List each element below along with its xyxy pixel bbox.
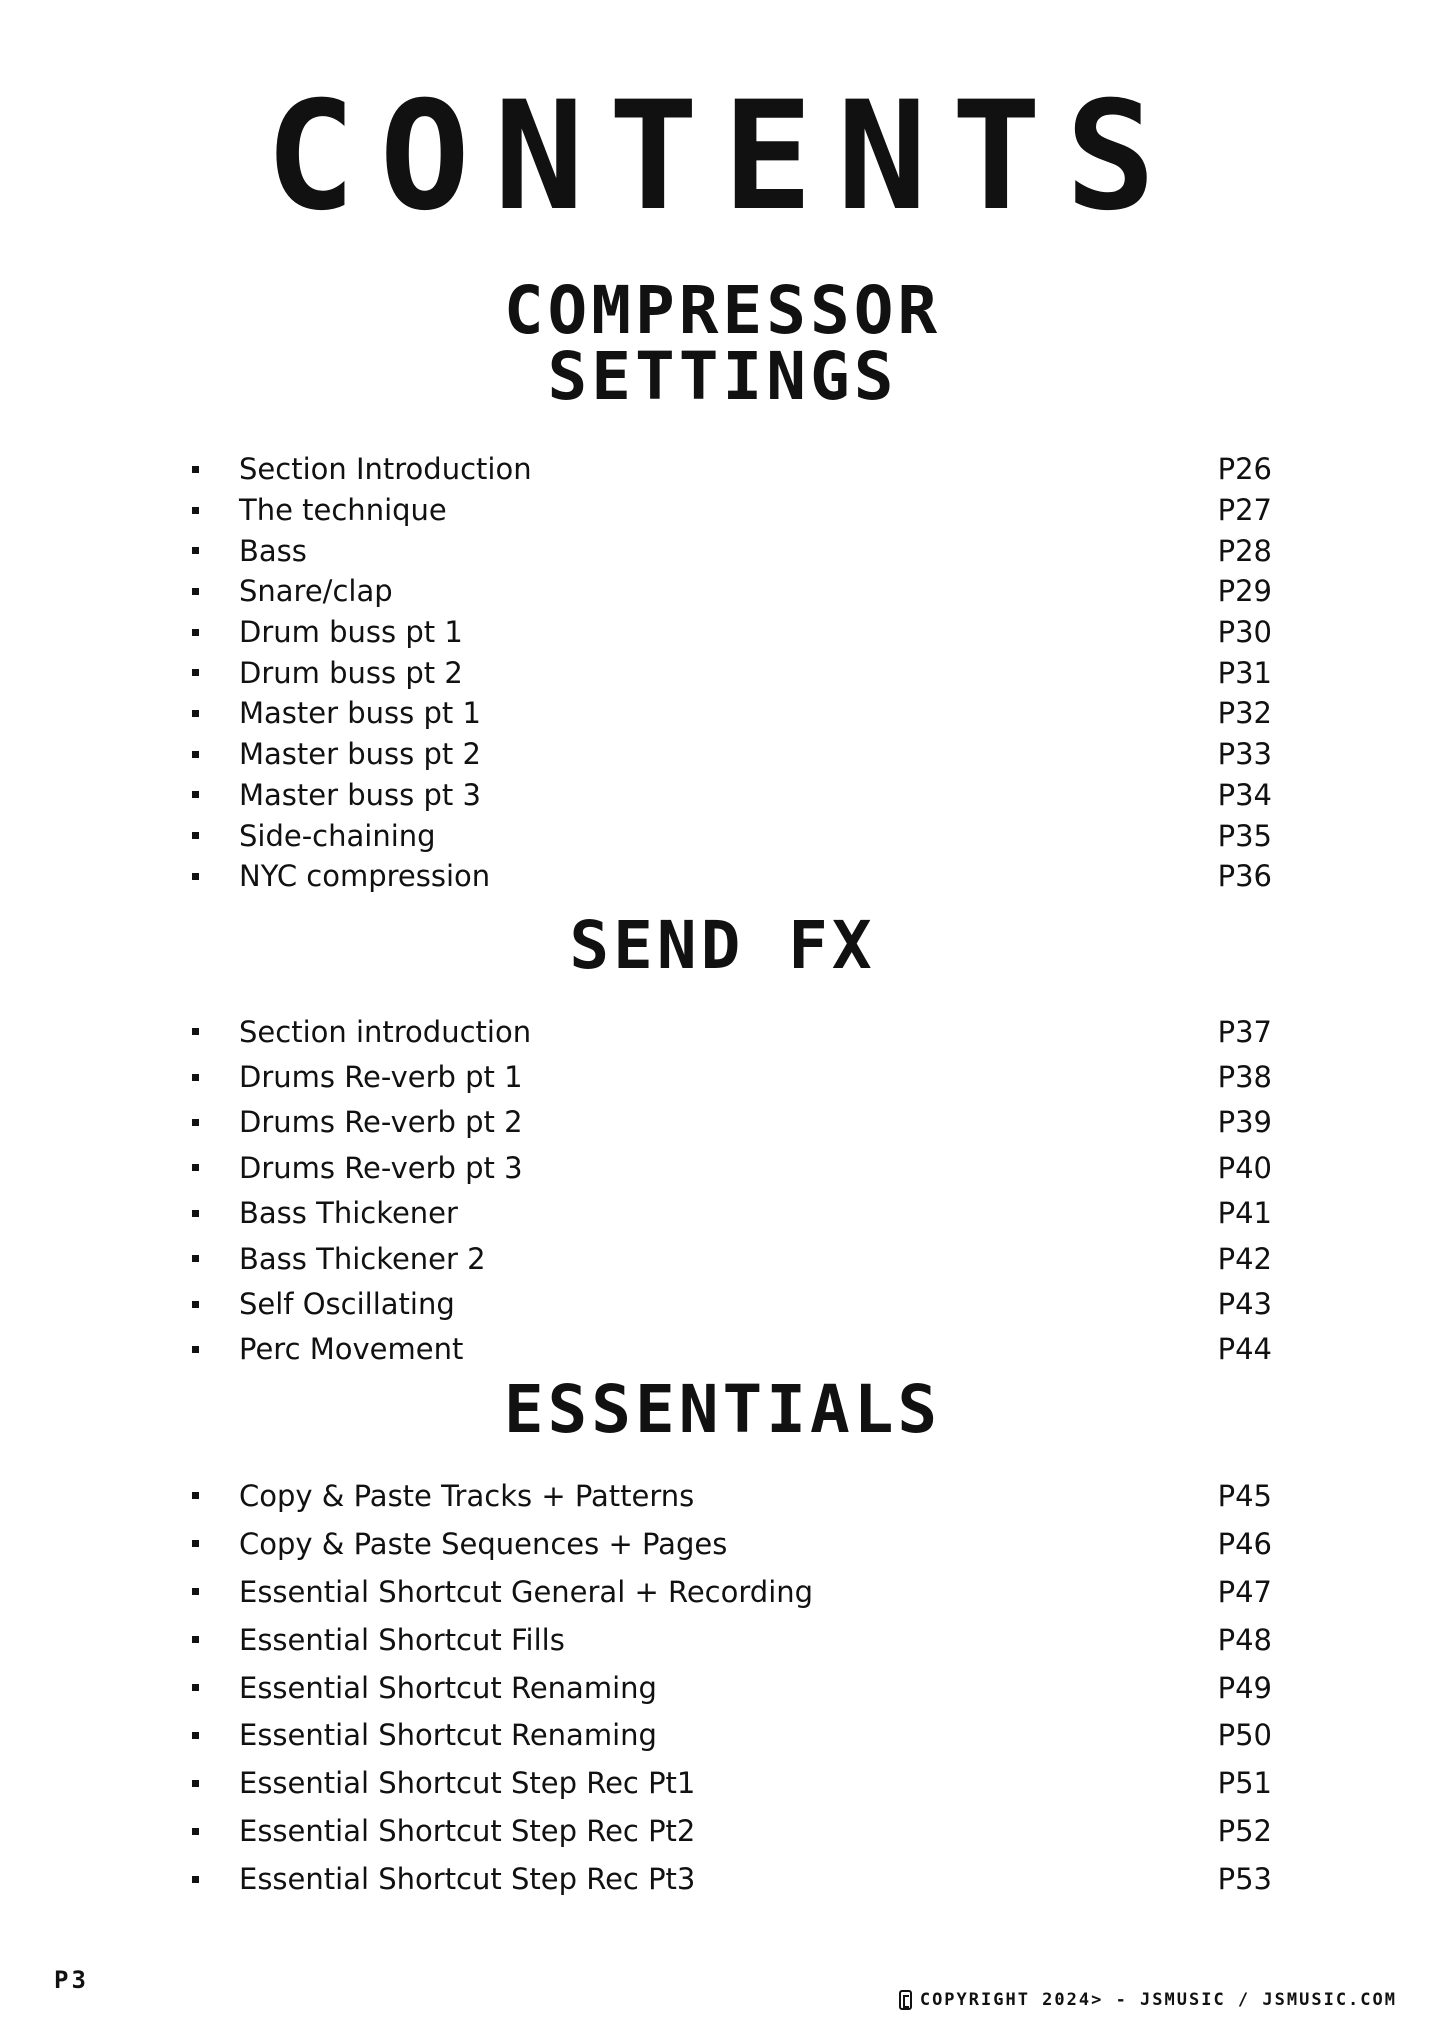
bullet-icon [192,1684,199,1691]
toc-entry [186,1759,1272,1807]
toc-entry [186,693,1272,734]
toc-entry [186,652,1272,693]
toc-entry-label: Section introduction [239,1014,532,1049]
toc-entry-label: Snare/clap [239,574,393,609]
bullet-icon [192,507,199,514]
toc-entry-page: P32 [1217,696,1272,731]
toc-entry [186,1711,1272,1759]
bullet-icon [192,1828,199,1835]
toc-entry-page: P44 [1217,1332,1272,1367]
toc-entry [186,1807,1272,1855]
bullet-icon [192,1301,199,1308]
bullet-icon [192,832,199,839]
toc-entry [186,449,1272,490]
toc-entry-label: Essential Shortcut Renaming [239,1670,657,1705]
bullet-icon [192,710,199,717]
toc-entry-label: Essential Shortcut General + Recording [239,1574,814,1609]
page-title: CONTENTS [265,70,1180,244]
toc-entry-label: Bass Thickener [239,1196,458,1231]
bullet-icon [192,466,199,473]
toc-entry-label: Essential Shortcut Renaming [239,1718,657,1753]
footer-copyright [899,1990,1397,2010]
toc-entry [186,1568,1272,1616]
toc-entry-label: Section Introduction [239,452,532,487]
bullet-icon [192,1732,199,1739]
toc-entry-page: P34 [1217,777,1272,812]
toc-entry-label: Essential Shortcut Step Rec Pt2 [239,1814,696,1849]
copyright-text: COPYRIGHT 2024> - JSMUSIC / JSMUSIC.COM [919,1990,1397,2010]
toc-entry [186,530,1272,571]
toc-entry-page: P45 [1217,1478,1272,1513]
toc-entry [186,1145,1272,1190]
toc-entry [186,1054,1272,1099]
page-number: P3 [54,1966,89,1994]
toc-entry-label: Master buss pt 2 [239,737,481,772]
toc-entry [186,1472,1272,1520]
toc-entry [186,1664,1272,1712]
toc-entry-label: Master buss pt 3 [239,777,481,812]
copyright-icon [899,1990,912,2010]
toc-entry-page: P33 [1217,737,1272,772]
toc-entry-page: P43 [1217,1287,1272,1322]
toc-entry-label: Drums Re-verb pt 1 [239,1060,523,1095]
toc-entry-page: P47 [1217,1574,1272,1609]
toc-entry-label: Essential Shortcut Step Rec Pt1 [239,1766,696,1801]
bullet-icon [192,629,199,636]
bullet-icon [192,751,199,758]
toc-entry-page: P53 [1217,1862,1272,1897]
toc-entry [186,1520,1272,1568]
toc-entry [186,1327,1272,1372]
toc-entry-page: P50 [1217,1718,1272,1753]
section-heading-essentials: ESSENTIALS [503,1371,942,1448]
toc-entry-page: P35 [1217,818,1272,853]
toc-entry [186,815,1272,856]
toc-entry-page: P48 [1217,1622,1272,1657]
toc-list-essentials [186,1472,1272,1903]
toc-entry [186,1009,1272,1054]
toc-entry [186,734,1272,775]
toc-entry-page: P28 [1217,533,1272,568]
toc-entry [186,775,1272,816]
toc-entry-page: P40 [1217,1150,1272,1185]
toc-entry-label: Master buss pt 1 [239,696,481,731]
toc-entry [186,1191,1272,1236]
toc-entry-page: P46 [1217,1526,1272,1561]
toc-entry-page: P37 [1217,1014,1272,1049]
bullet-icon [192,1255,199,1262]
toc-entry-label: Drum buss pt 2 [239,655,463,690]
toc-entry-label: Essential Shortcut Step Rec Pt3 [239,1862,696,1897]
toc-entry-label: Perc Movement [239,1332,464,1367]
toc-entry-label: Bass [239,533,307,568]
section-heading-word: SETTINGS [547,338,898,415]
toc-entry-label: Drum buss pt 1 [239,615,463,650]
toc-entry [186,856,1272,897]
bullet-icon [192,791,199,798]
bullet-icon [192,1346,199,1353]
toc-entry-label: Drums Re-verb pt 2 [239,1105,523,1140]
bullet-icon [192,1210,199,1217]
toc-entry-page: P31 [1217,655,1272,690]
toc-entry-page: P52 [1217,1814,1272,1849]
toc-entry-page: P51 [1217,1766,1272,1801]
toc-entry [186,1855,1272,1903]
toc-entry-label: Essential Shortcut Fills [239,1622,565,1657]
toc-entry-label: Copy & Paste Sequences + Pages [239,1526,728,1561]
toc-entry-page: P30 [1217,615,1272,650]
toc-entry-label: Drums Re-verb pt 3 [239,1150,523,1185]
toc-entry [186,612,1272,653]
toc-entry-page: P29 [1217,574,1272,609]
toc-entry-label: Bass Thickener 2 [239,1241,486,1276]
bullet-icon [192,1492,199,1499]
toc-entry-page: P41 [1217,1196,1272,1231]
toc-entry-label: NYC compression [239,859,491,894]
bullet-icon [192,873,199,880]
toc-entry-label: Self Oscillating [239,1287,455,1322]
bullet-icon [192,588,199,595]
toc-entry [186,1281,1272,1326]
toc-entry [186,1616,1272,1664]
toc-entry-page: P26 [1217,452,1272,487]
toc-list-compressor-settings [186,449,1272,897]
toc-entry-page: P39 [1217,1105,1272,1140]
toc-entry-label: The technique [239,493,447,528]
toc-entry-page: P27 [1217,493,1272,528]
bullet-icon [192,1780,199,1787]
toc-entry [186,490,1272,531]
bullet-icon [192,1074,199,1081]
toc-entry-label: Copy & Paste Tracks + Patterns [239,1478,695,1513]
bullet-icon [192,1119,199,1126]
bullet-icon [192,1028,199,1035]
bullet-icon [192,547,199,554]
toc-entry-page: P42 [1217,1241,1272,1276]
toc-entry-page: P49 [1217,1670,1272,1705]
section-heading-line [0,272,1445,415]
toc-entry-page: P36 [1217,859,1272,894]
toc-entry [186,1236,1272,1281]
section-heading-send-fx: SEND FX [569,907,876,984]
toc-entry [186,1100,1272,1145]
toc-list-send-fx [186,1009,1272,1372]
section-heading-compressor-settings [0,272,1445,415]
toc-entry-page: P38 [1217,1060,1272,1095]
toc-entry [186,571,1272,612]
toc-entry-label: Side-chaining [239,818,436,853]
bullet-icon [192,1588,199,1595]
bullet-icon [192,1164,199,1171]
bullet-icon [192,1876,199,1883]
bullet-icon [192,1636,199,1643]
section-heading-word: COMPRESSOR [503,272,942,349]
bullet-icon [192,1540,199,1547]
bullet-icon [192,669,199,676]
